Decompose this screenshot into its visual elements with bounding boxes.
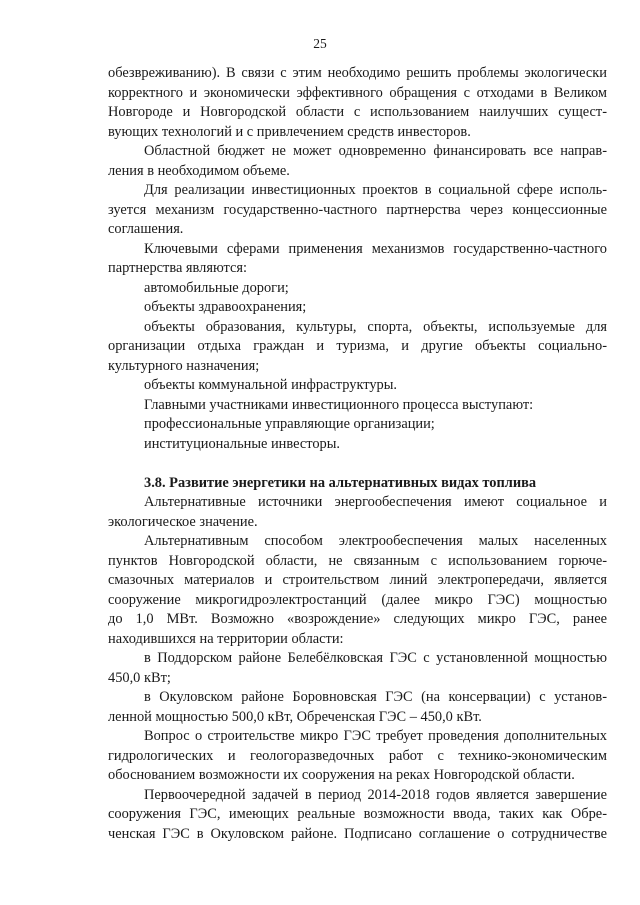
- text-line: сооружение микрогидроэлектростанций (далее микро ГЭС) мощностью: [108, 591, 607, 608]
- text-line: партнерства являются:: [108, 260, 247, 276]
- section-gap: [108, 454, 607, 474]
- text-line: обезвреживанию). В связи с этим необходимо решить проблемы экологически: [108, 65, 607, 81]
- text-line: Ключевыми сферами применения механизмов государственно-частного: [144, 240, 607, 257]
- investment-section: [108, 64, 607, 454]
- text-line: объекты образования, культуры, спорта, объекты, используемые для: [144, 318, 607, 335]
- text-line: соглашения.: [108, 221, 184, 237]
- text-line: в Окуловском районе Боровновская ГЭС (на консервации) с установ-: [144, 689, 607, 705]
- text-line: ления в необходимом объеме.: [108, 162, 290, 179]
- text-line: в Поддорском районе Белебёлковская ГЭС с установленной мощностью: [144, 650, 607, 666]
- text-line: ченская ГЭС в Окуловском районе. Подписано соглашение о сотрудничестве: [108, 825, 607, 842]
- text-line: находившихся на территории области:: [108, 630, 344, 647]
- energy-section: [108, 493, 607, 844]
- text-line: обоснованием возможности их сооружения на реках Новгородской области.: [108, 767, 575, 783]
- text-line: Главными участниками инвестиционного процесса выступают:: [144, 396, 534, 413]
- text-line: гидрологических и геологоразведочных работ с технико-экономическим: [108, 747, 607, 764]
- text-line: экологическое значение.: [108, 513, 258, 530]
- text-line: Областной бюджет не может одновременно финансировать все направ-: [144, 143, 607, 159]
- text-body: [108, 64, 607, 844]
- page-number: 25: [313, 36, 327, 51]
- section-heading: 3.8. Развитие энергетики на альтернативных видах топлива: [144, 474, 537, 491]
- text-line: Альтернативные источники энергообеспечения имеют социальное и: [144, 494, 607, 510]
- text-line: культурного назначения;: [108, 357, 260, 374]
- text-line: профессиональные управляющие организации;: [144, 416, 435, 432]
- text-line: Вопрос о строительстве микро ГЭС требует проведения дополнительных: [144, 728, 607, 744]
- text-line: Новгороде и Новгородской области с использованием наилучших сущест-: [108, 104, 607, 120]
- text-line: пунктов Новгородской области, не связанным с использованием горюче-: [108, 552, 607, 569]
- text-line: корректного и экономически эффективного обращения с отходами в Великом: [108, 84, 607, 101]
- text-line: сооружения ГЭС, имеющих реальные возможности ввода, таких как Обре-: [108, 806, 607, 822]
- text-line: зуется механизм государственно-частного партнерства через концессионные: [108, 201, 607, 218]
- text-line: Для реализации инвестиционных проектов в социальной сфере исполь-: [144, 182, 607, 198]
- text-line: объекты коммунальной инфраструктуры.: [144, 377, 398, 393]
- text-line: институциональные инвесторы.: [144, 435, 340, 452]
- text-line: автомобильные дороги;: [144, 279, 289, 296]
- text-line: ленной мощностью 500,0 кВт, Обреченская ГЭС – 450,0 кВт.: [108, 708, 482, 725]
- text-line: Альтернативным способом электрообеспечения малых населенных: [144, 533, 607, 549]
- text-line: вующих технологий и с привлечением средств инвесторов.: [108, 123, 471, 140]
- text-line: 450,0 кВт;: [108, 669, 171, 686]
- text-line: объекты здравоохранения;: [144, 299, 307, 315]
- text-line: организации отдыха граждан и туризма, и другие объекты социально-: [108, 338, 607, 354]
- text-line: Первоочередной задачей в период 2014-2018 годов является завершение: [144, 786, 607, 803]
- text-line: до 1,0 МВт. Возможно «возрождение» следующих микро ГЭС, ранее: [108, 611, 607, 627]
- text-line: смазочных материалов и строительством линий электропередачи, является: [108, 572, 607, 588]
